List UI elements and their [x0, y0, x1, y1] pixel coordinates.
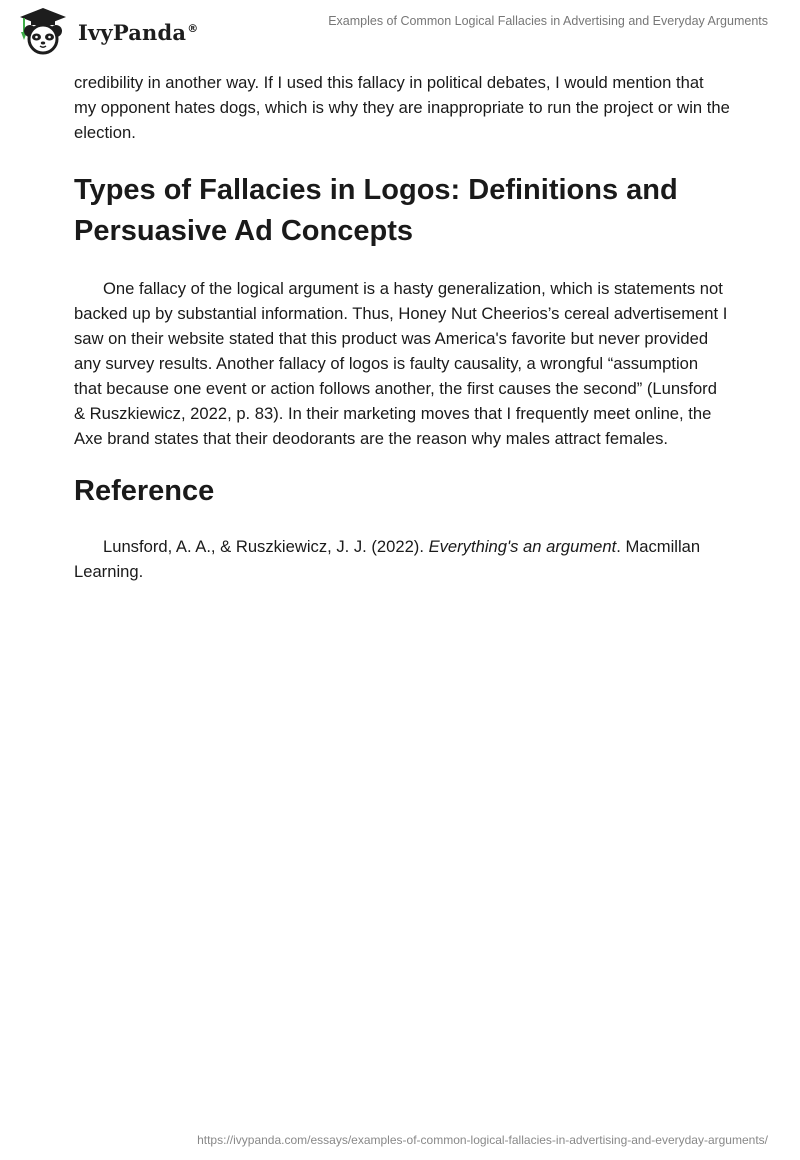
essay-content — [74, 70, 730, 584]
reference-heading: Reference — [74, 475, 215, 507]
panda-graduate-icon — [14, 6, 72, 56]
registered-mark: ® — [187, 21, 199, 35]
reference-book-title: Everything's an argument — [428, 537, 617, 556]
intro-paragraph: credibility in another way. If I used this fallacy in political debates, I would mention that my opponent hates dogs, which is why they are inappropriate to run the project or win the election. — [74, 73, 730, 142]
brand-name: IvyPanda® — [78, 19, 199, 45]
section-paragraph: One fallacy of the logical argument is a hasty generalization, which is statements not backed up by substantial information. Thus, Honey Nut Cheerios’s cereal advertisement I saw on their website stated that this product was America's favorite but never provided any survey results. Another fallacy of logos is faulty causality, a wrongful “assumption that because one event or action follows another, the first causes the second” (Lunsford & Ruszkiewicz, 2022, p. 83). In their marketing moves that I frequently meet online, the Axe brand states that their deodorants are the reason why males attract females. — [74, 279, 728, 448]
reference-publisher: . Macmillan Learning. — [74, 537, 701, 581]
document-title: Examples of Common Logical Fallacies in Advertising and Everyday Arguments — [328, 14, 768, 28]
ivypanda-logo[interactable] — [14, 6, 198, 56]
reference-entry — [74, 534, 730, 584]
reference-authors: Lunsford, A. A., & Ruszkiewicz, J. J. (2022). — [103, 537, 429, 556]
footer-url[interactable]: https://ivypanda.com/essays/examples-of-common-logical-fallacies-in-advertising-and-everyday-arguments/ — [197, 1133, 768, 1147]
section-heading: Types of Fallacies in Logos: Definitions and Persuasive Ad Concepts — [74, 174, 678, 247]
page-header — [0, 0, 800, 64]
